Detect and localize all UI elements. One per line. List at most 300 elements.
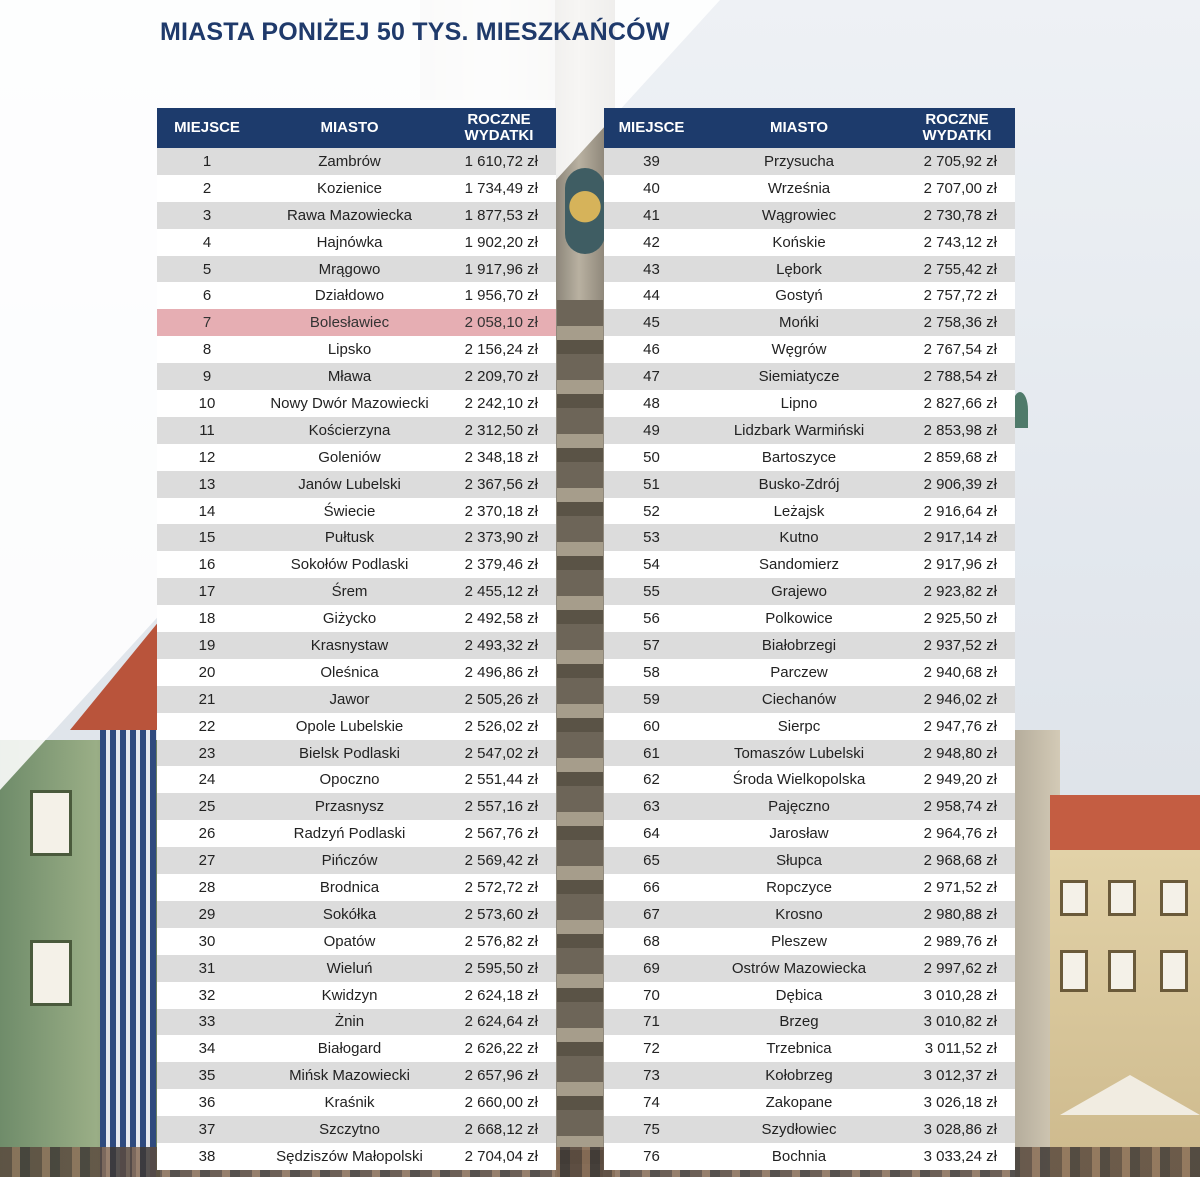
- table-row: [604, 793, 1015, 820]
- table-row: [604, 1009, 1015, 1036]
- table-row: [604, 471, 1015, 498]
- table-row: [157, 1062, 556, 1089]
- spend-cell: 2 859,68 zł: [899, 444, 1015, 471]
- spend-cell: 2 496,86 zł: [442, 659, 556, 686]
- spend-cell: 1 734,49 zł: [442, 175, 556, 202]
- rank-cell: 53: [604, 524, 699, 551]
- city-cell: Parczew: [699, 659, 899, 686]
- city-cell: Wągrowiec: [699, 202, 899, 229]
- city-cell: Pleszew: [699, 928, 899, 955]
- city-cell: Końskie: [699, 229, 899, 256]
- rank-cell: 43: [604, 256, 699, 283]
- spend-cell: 2 370,18 zł: [442, 498, 556, 525]
- table-row: [604, 1089, 1015, 1116]
- table-row: [157, 955, 556, 982]
- rank-cell: 34: [157, 1035, 257, 1062]
- header-rank: MIEJSCE: [157, 108, 257, 148]
- city-cell: Leżajsk: [699, 498, 899, 525]
- spend-cell: 3 011,52 zł: [899, 1035, 1015, 1062]
- rank-cell: 17: [157, 578, 257, 605]
- spend-cell: 1 610,72 zł: [442, 148, 556, 175]
- rank-cell: 12: [157, 444, 257, 471]
- spend-cell: 2 755,42 zł: [899, 256, 1015, 283]
- table-row: [157, 1035, 556, 1062]
- rank-cell: 11: [157, 417, 257, 444]
- table-row: [157, 390, 556, 417]
- city-cell: Kraśnik: [257, 1089, 442, 1116]
- city-cell: Tomaszów Lubelski: [699, 740, 899, 767]
- city-cell: Środa Wielkopolska: [699, 766, 899, 793]
- city-cell: Szczytno: [257, 1116, 442, 1143]
- table-row: [157, 551, 556, 578]
- spend-cell: 2 624,18 zł: [442, 982, 556, 1009]
- city-cell: Bolesławiec: [257, 309, 442, 336]
- header-spend-line2: WYDATKI: [922, 127, 992, 144]
- spend-cell: 2 707,00 zł: [899, 175, 1015, 202]
- spend-cell: 2 948,80 zł: [899, 740, 1015, 767]
- table-row: [157, 175, 556, 202]
- spend-cell: 1 917,96 zł: [442, 256, 556, 283]
- table-row: [604, 632, 1015, 659]
- rank-cell: 68: [604, 928, 699, 955]
- city-cell: Grajewo: [699, 578, 899, 605]
- city-cell: Opoczno: [257, 766, 442, 793]
- spend-cell: 2 946,02 zł: [899, 686, 1015, 713]
- rank-cell: 49: [604, 417, 699, 444]
- spend-cell: 2 853,98 zł: [899, 417, 1015, 444]
- rank-cell: 54: [604, 551, 699, 578]
- city-cell: Białobrzegi: [699, 632, 899, 659]
- spend-cell: 2 968,68 zł: [899, 847, 1015, 874]
- spend-cell: 3 012,37 zł: [899, 1062, 1015, 1089]
- rank-cell: 64: [604, 820, 699, 847]
- city-cell: Sędziszów Małopolski: [257, 1143, 442, 1170]
- table-row: [604, 766, 1015, 793]
- city-cell: Busko-Zdrój: [699, 471, 899, 498]
- city-cell: Opole Lubelskie: [257, 713, 442, 740]
- city-cell: Żnin: [257, 1009, 442, 1036]
- rank-cell: 32: [157, 982, 257, 1009]
- rank-cell: 30: [157, 928, 257, 955]
- spend-cell: 3 026,18 zł: [899, 1089, 1015, 1116]
- rank-cell: 2: [157, 175, 257, 202]
- rank-cell: 9: [157, 363, 257, 390]
- rank-cell: 1: [157, 148, 257, 175]
- table-row: [604, 578, 1015, 605]
- header-city: MIASTO: [257, 108, 442, 148]
- city-cell: Słupca: [699, 847, 899, 874]
- header-spend-line1: ROCZNE: [467, 111, 531, 128]
- rank-cell: 46: [604, 336, 699, 363]
- city-cell: Nowy Dwór Mazowiecki: [257, 390, 442, 417]
- spend-cell: 1 956,70 zł: [442, 282, 556, 309]
- city-cell: Rawa Mazowiecka: [257, 202, 442, 229]
- spend-cell: 2 455,12 zł: [442, 578, 556, 605]
- city-cell: Krasnystaw: [257, 632, 442, 659]
- spend-cell: 2 576,82 zł: [442, 928, 556, 955]
- spend-cell: 2 660,00 zł: [442, 1089, 556, 1116]
- city-cell: Krosno: [699, 901, 899, 928]
- spend-cell: 2 156,24 zł: [442, 336, 556, 363]
- city-cell: Jawor: [257, 686, 442, 713]
- spend-cell: 2 551,44 zł: [442, 766, 556, 793]
- table-row: [604, 928, 1015, 955]
- rank-cell: 70: [604, 982, 699, 1009]
- rank-cell: 48: [604, 390, 699, 417]
- table-row: [604, 148, 1015, 175]
- city-cell: Kutno: [699, 524, 899, 551]
- city-cell: Lębork: [699, 256, 899, 283]
- rank-cell: 73: [604, 1062, 699, 1089]
- table-row: [157, 1116, 556, 1143]
- rank-cell: 29: [157, 901, 257, 928]
- rank-cell: 35: [157, 1062, 257, 1089]
- rank-cell: 27: [157, 847, 257, 874]
- rank-cell: 71: [604, 1009, 699, 1036]
- spend-cell: 2 989,76 zł: [899, 928, 1015, 955]
- spend-cell: 2 557,16 zł: [442, 793, 556, 820]
- spend-cell: 2 373,90 zł: [442, 524, 556, 551]
- table-row: [157, 1143, 556, 1170]
- rank-cell: 5: [157, 256, 257, 283]
- table-row: [604, 390, 1015, 417]
- city-cell: Trzebnica: [699, 1035, 899, 1062]
- city-cell: Opatów: [257, 928, 442, 955]
- rank-cell: 57: [604, 632, 699, 659]
- rank-cell: 24: [157, 766, 257, 793]
- spend-cell: 2 572,72 zł: [442, 874, 556, 901]
- rank-cell: 42: [604, 229, 699, 256]
- table-row: [604, 713, 1015, 740]
- city-cell: Dębica: [699, 982, 899, 1009]
- table-row: [157, 820, 556, 847]
- city-cell: Gostyń: [699, 282, 899, 309]
- spend-cell: 3 010,28 zł: [899, 982, 1015, 1009]
- rank-cell: 69: [604, 955, 699, 982]
- table-row: [604, 524, 1015, 551]
- table-row: [604, 1062, 1015, 1089]
- table-row: [604, 982, 1015, 1009]
- page-title: MIASTA PONIŻEJ 50 TYS. MIESZKAŃCÓW: [160, 18, 670, 46]
- city-cell: Kwidzyn: [257, 982, 442, 1009]
- rank-cell: 6: [157, 282, 257, 309]
- rank-cell: 26: [157, 820, 257, 847]
- rank-cell: 58: [604, 659, 699, 686]
- spend-cell: 2 964,76 zł: [899, 820, 1015, 847]
- rank-cell: 50: [604, 444, 699, 471]
- table-row: [157, 471, 556, 498]
- rank-cell: 14: [157, 498, 257, 525]
- city-cell: Bochnia: [699, 1143, 899, 1170]
- rank-cell: 75: [604, 1116, 699, 1143]
- table-row: [604, 282, 1015, 309]
- rank-cell: 72: [604, 1035, 699, 1062]
- table-row: [157, 874, 556, 901]
- table-row: [157, 309, 556, 336]
- city-cell: Sokołów Podlaski: [257, 551, 442, 578]
- rank-cell: 4: [157, 229, 257, 256]
- table-row: [157, 202, 556, 229]
- spend-cell: 2 971,52 zł: [899, 874, 1015, 901]
- table-row: [157, 1009, 556, 1036]
- city-cell: Pajęczno: [699, 793, 899, 820]
- spend-cell: 2 767,54 zł: [899, 336, 1015, 363]
- city-cell: Świecie: [257, 498, 442, 525]
- table-row: [604, 256, 1015, 283]
- rank-cell: 47: [604, 363, 699, 390]
- city-cell: Kozienice: [257, 175, 442, 202]
- table-row: [604, 363, 1015, 390]
- table-row: [604, 605, 1015, 632]
- table-row: [157, 1089, 556, 1116]
- table-row: [157, 578, 556, 605]
- spend-cell: 2 980,88 zł: [899, 901, 1015, 928]
- rank-cell: 74: [604, 1089, 699, 1116]
- table-row: [604, 309, 1015, 336]
- table-row: [157, 659, 556, 686]
- city-cell: Jarosław: [699, 820, 899, 847]
- rank-cell: 61: [604, 740, 699, 767]
- spend-cell: 2 595,50 zł: [442, 955, 556, 982]
- city-cell: Hajnówka: [257, 229, 442, 256]
- rank-cell: 22: [157, 713, 257, 740]
- table-row: [604, 175, 1015, 202]
- header-spend-line1: ROCZNE: [925, 111, 989, 128]
- spend-cell: 2 569,42 zł: [442, 847, 556, 874]
- spend-cell: 2 209,70 zł: [442, 363, 556, 390]
- spend-cell: 2 505,26 zł: [442, 686, 556, 713]
- table-row: [604, 229, 1015, 256]
- city-cell: Września: [699, 175, 899, 202]
- city-cell: Giżycko: [257, 605, 442, 632]
- rank-cell: 28: [157, 874, 257, 901]
- spend-cell: 3 028,86 zł: [899, 1116, 1015, 1143]
- table-row: [604, 686, 1015, 713]
- city-cell: Goleniów: [257, 444, 442, 471]
- spend-cell: 1 877,53 zł: [442, 202, 556, 229]
- rank-cell: 40: [604, 175, 699, 202]
- spend-cell: 2 547,02 zł: [442, 740, 556, 767]
- table-row: [157, 740, 556, 767]
- rank-cell: 20: [157, 659, 257, 686]
- spend-cell: 2 730,78 zł: [899, 202, 1015, 229]
- spend-cell: 2 379,46 zł: [442, 551, 556, 578]
- table-row: [157, 336, 556, 363]
- rank-cell: 16: [157, 551, 257, 578]
- header-city: MIASTO: [699, 108, 899, 148]
- table-row: [604, 1035, 1015, 1062]
- spend-cell: 2 624,64 zł: [442, 1009, 556, 1036]
- city-cell: Sierpc: [699, 713, 899, 740]
- rank-cell: 13: [157, 471, 257, 498]
- city-cell: Mińsk Mazowiecki: [257, 1062, 442, 1089]
- spend-cell: 2 657,96 zł: [442, 1062, 556, 1089]
- city-cell: Ostrów Mazowiecka: [699, 955, 899, 982]
- city-cell: Bartoszyce: [699, 444, 899, 471]
- rank-cell: 41: [604, 202, 699, 229]
- rank-cell: 67: [604, 901, 699, 928]
- spend-cell: 2 949,20 zł: [899, 766, 1015, 793]
- table-row: [604, 874, 1015, 901]
- rank-cell: 3: [157, 202, 257, 229]
- rank-cell: 25: [157, 793, 257, 820]
- spend-cell: 2 906,39 zł: [899, 471, 1015, 498]
- rank-cell: 7: [157, 309, 257, 336]
- city-cell: Zakopane: [699, 1089, 899, 1116]
- rank-cell: 38: [157, 1143, 257, 1170]
- header-spend-line2: WYDATKI: [464, 127, 534, 144]
- spend-cell: 2 492,58 zł: [442, 605, 556, 632]
- rank-cell: 36: [157, 1089, 257, 1116]
- city-cell: Mrągowo: [257, 256, 442, 283]
- table-row: [604, 336, 1015, 363]
- rank-cell: 59: [604, 686, 699, 713]
- spend-cell: 2 312,50 zł: [442, 417, 556, 444]
- table-row: [604, 847, 1015, 874]
- city-cell: Janów Lubelski: [257, 471, 442, 498]
- spend-cell: 2 925,50 zł: [899, 605, 1015, 632]
- spend-cell: 2 757,72 zł: [899, 282, 1015, 309]
- city-cell: Ciechanów: [699, 686, 899, 713]
- spend-cell: 2 923,82 zł: [899, 578, 1015, 605]
- table-header-row: [157, 108, 556, 148]
- city-cell: Lipno: [699, 390, 899, 417]
- table-row: [604, 417, 1015, 444]
- table-body: [604, 148, 1015, 1170]
- rank-cell: 66: [604, 874, 699, 901]
- rank-cell: 56: [604, 605, 699, 632]
- spend-cell: 2 567,76 zł: [442, 820, 556, 847]
- rank-cell: 18: [157, 605, 257, 632]
- spend-cell: 2 743,12 zł: [899, 229, 1015, 256]
- rank-cell: 63: [604, 793, 699, 820]
- table-row: [604, 820, 1015, 847]
- spend-cell: 2 626,22 zł: [442, 1035, 556, 1062]
- rank-cell: 33: [157, 1009, 257, 1036]
- table-row: [157, 605, 556, 632]
- spend-cell: 2 758,36 zł: [899, 309, 1015, 336]
- rank-cell: 23: [157, 740, 257, 767]
- spend-cell: 2 958,74 zł: [899, 793, 1015, 820]
- spend-cell: 2 704,04 zł: [442, 1143, 556, 1170]
- table-row: [157, 363, 556, 390]
- ranking-table-left: [157, 108, 556, 1170]
- rank-cell: 55: [604, 578, 699, 605]
- table-row: [157, 498, 556, 525]
- spend-cell: 2 827,66 zł: [899, 390, 1015, 417]
- city-cell: Polkowice: [699, 605, 899, 632]
- spend-cell: 2 916,64 zł: [899, 498, 1015, 525]
- table-row: [604, 1143, 1015, 1170]
- table-row: [604, 955, 1015, 982]
- city-cell: Przysucha: [699, 148, 899, 175]
- city-cell: Radzyń Podlaski: [257, 820, 442, 847]
- spend-cell: 2 917,14 zł: [899, 524, 1015, 551]
- spend-cell: 2 573,60 zł: [442, 901, 556, 928]
- city-cell: Szydłowiec: [699, 1116, 899, 1143]
- city-cell: Mońki: [699, 309, 899, 336]
- spend-cell: 2 493,32 zł: [442, 632, 556, 659]
- ranking-table-right: [604, 108, 1015, 1170]
- rank-cell: 44: [604, 282, 699, 309]
- spend-cell: 3 010,82 zł: [899, 1009, 1015, 1036]
- rank-cell: 31: [157, 955, 257, 982]
- table-row: [157, 632, 556, 659]
- table-row: [157, 713, 556, 740]
- city-cell: Pułtusk: [257, 524, 442, 551]
- rank-cell: 37: [157, 1116, 257, 1143]
- city-cell: Węgrów: [699, 336, 899, 363]
- city-cell: Brodnica: [257, 874, 442, 901]
- table-row: [157, 686, 556, 713]
- table-row: [157, 901, 556, 928]
- header-spend: [899, 108, 1015, 148]
- city-cell: Bielsk Podlaski: [257, 740, 442, 767]
- spend-cell: 2 705,92 zł: [899, 148, 1015, 175]
- city-cell: Lidzbark Warmiński: [699, 417, 899, 444]
- table-row: [604, 498, 1015, 525]
- spend-cell: 2 367,56 zł: [442, 471, 556, 498]
- table-header-row: [604, 108, 1015, 148]
- city-cell: Sandomierz: [699, 551, 899, 578]
- city-cell: Białogard: [257, 1035, 442, 1062]
- city-cell: Śrem: [257, 578, 442, 605]
- rank-cell: 65: [604, 847, 699, 874]
- table-row: [604, 444, 1015, 471]
- table-row: [157, 847, 556, 874]
- city-cell: Pińczów: [257, 847, 442, 874]
- rank-cell: 76: [604, 1143, 699, 1170]
- table-row: [157, 444, 556, 471]
- spend-cell: 2 997,62 zł: [899, 955, 1015, 982]
- header-rank: MIEJSCE: [604, 108, 699, 148]
- spend-cell: 2 947,76 zł: [899, 713, 1015, 740]
- spend-cell: 2 668,12 zł: [442, 1116, 556, 1143]
- city-cell: Sokółka: [257, 901, 442, 928]
- table-row: [604, 659, 1015, 686]
- table-row: [604, 202, 1015, 229]
- table-row: [157, 256, 556, 283]
- rank-cell: 8: [157, 336, 257, 363]
- rank-cell: 10: [157, 390, 257, 417]
- spend-cell: 2 940,68 zł: [899, 659, 1015, 686]
- city-cell: Kościerzyna: [257, 417, 442, 444]
- table-row: [157, 417, 556, 444]
- spend-cell: 2 348,18 zł: [442, 444, 556, 471]
- table-row: [157, 766, 556, 793]
- rank-cell: 62: [604, 766, 699, 793]
- rank-cell: 19: [157, 632, 257, 659]
- city-cell: Mława: [257, 363, 442, 390]
- table-row: [157, 148, 556, 175]
- rank-cell: 21: [157, 686, 257, 713]
- rank-cell: 60: [604, 713, 699, 740]
- rank-cell: 51: [604, 471, 699, 498]
- spend-cell: 2 526,02 zł: [442, 713, 556, 740]
- city-cell: Brzeg: [699, 1009, 899, 1036]
- spend-cell: 3 033,24 zł: [899, 1143, 1015, 1170]
- spend-cell: 2 917,96 zł: [899, 551, 1015, 578]
- table-row: [157, 928, 556, 955]
- spend-cell: 2 242,10 zł: [442, 390, 556, 417]
- city-cell: Siemiatycze: [699, 363, 899, 390]
- spend-cell: 1 902,20 zł: [442, 229, 556, 256]
- table-row: [604, 1116, 1015, 1143]
- city-cell: Wieluń: [257, 955, 442, 982]
- rank-cell: 15: [157, 524, 257, 551]
- city-cell: Lipsko: [257, 336, 442, 363]
- city-cell: Ropczyce: [699, 874, 899, 901]
